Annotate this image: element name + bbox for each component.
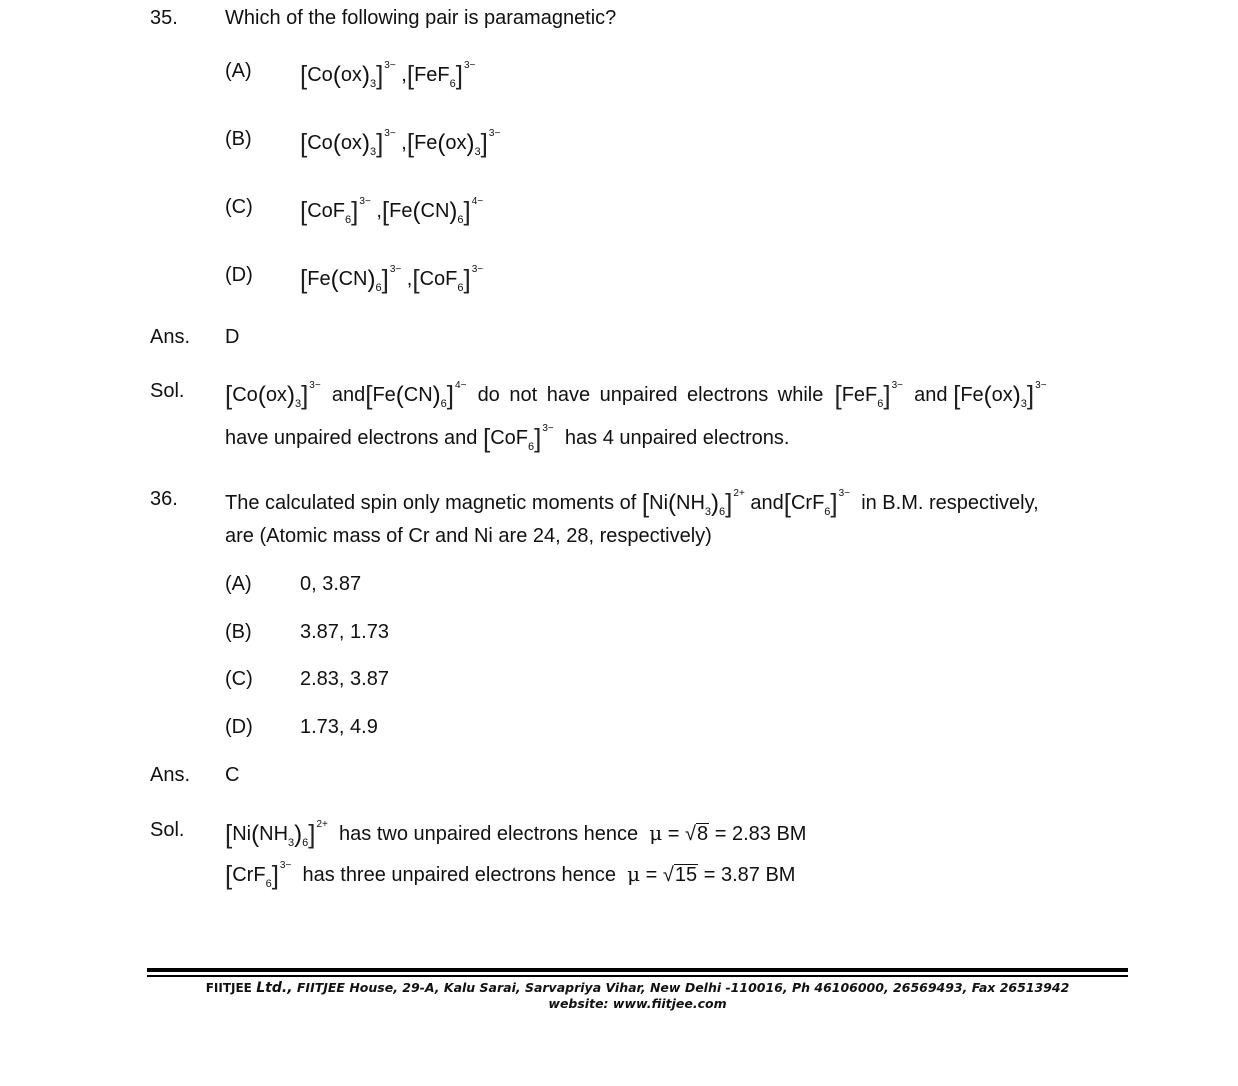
page-footer [147,980,1128,1011]
option-label: (D) [225,716,253,738]
footer-divider-thick [147,968,1128,972]
option-value: 0, 3.87 [300,573,362,595]
answer-label: Ans. [150,326,191,348]
footer-address-line [147,980,1128,996]
sqrt-value: 8 [697,823,709,845]
solution-text: $[CrF_6]^{3-}$ has three unpaired electrons hence μ = √15 = 3.87 BM [225,860,796,890]
answer-value: C [225,764,240,786]
option-label: (A) [225,573,252,595]
footer-address: FIITJEE House, 29-A, Kalu Sarai, Sarvapriya Vihar, New Delhi -110016, Ph 46106000, 26569493, Fax 26513942 [296,980,1070,995]
solution-text: $[Ni(NH_3)_6]^{2+}$ has two unpaired electrons hence μ = √8 = 2.83 BM [225,819,807,849]
solution-fragment: has three unpaired electrons hence [302,864,616,886]
footer-website: website: www.fiitjee.com [548,996,727,1011]
question-text: are (Atomic mass of Cr and Ni are 24, 28, respectively) [225,525,712,547]
option-formula: $[Fe(CN)_6]^{3-}$ $,[CoF_6]^{3-}$ [300,264,484,294]
question-text: Which of the following pair is paramagnetic? [225,7,617,29]
footer-brand: FIITJEE [205,981,252,995]
option-label: (C) [225,196,253,218]
option-label: (C) [225,668,253,690]
question-number: 36. [150,488,178,510]
option-value: 2.83, 3.87 [300,668,389,690]
solution-label: Sol. [150,380,185,402]
solution-fragment: have unpaired electrons and [225,427,478,449]
answer-label: Ans. [150,764,191,786]
footer-ltd: Ltd., [256,980,293,996]
solution-label: Sol. [150,819,185,841]
option-formula: $[CoF_6]^{3-}$ $,[Fe(CN)_6]^{4-}$ [300,196,484,226]
sqrt-value: 15 [674,864,698,886]
and-word: and [750,492,784,514]
option-formula: $[Co(ox)_3]^{3-}$ $,[FeF_6]^{3-}$ [300,60,476,90]
question-fragment: The calculated spin only magnetic moments of [225,492,637,514]
answer-value: D [225,326,240,348]
option-label: (D) [225,264,253,286]
solution-fragment: do not have unpaired electrons while [477,384,824,406]
solution-text: $[Co(ox)_3]^{3-}$ $and[Fe(CN)_6]^{4-}$ do not have unpaired electrons while $[FeF_6]^{3-}$ and $[Fe(ox)_3]^{3-}$ [225,380,1047,410]
solution-fragment: has two unpaired electrons hence [339,823,639,845]
solution-text: have unpaired electrons and $[CoF_6]^{3-}$ has 4 unpaired electrons. [225,423,790,453]
option-value: 3.87, 1.73 [300,621,389,643]
and-word: and [331,384,366,406]
question-number: 35. [150,7,178,29]
solution-result: = 2.83 BM [714,823,807,845]
footer-divider-thin [147,975,1128,977]
option-formula: $[Co(ox)_3]^{3-}$ $,[Fe(ox)_3]^{3-}$ [300,128,501,158]
question-fragment: in B.M. respectively, [861,492,1039,514]
question-text: The calculated spin only magnetic moments of $[Ni(NH_3)_6]^{2+}$ $and[CrF_6]^{3-}$ in B.M. respectively, [225,488,1039,518]
option-label: (A) [225,60,252,82]
option-label: (B) [225,621,252,643]
solution-result: = 3.87 BM [703,864,796,886]
and-word: and [914,384,948,406]
option-label: (B) [225,128,252,150]
solution-fragment: has 4 unpaired electrons. [564,427,790,449]
option-value: 1.73, 4.9 [300,716,378,738]
